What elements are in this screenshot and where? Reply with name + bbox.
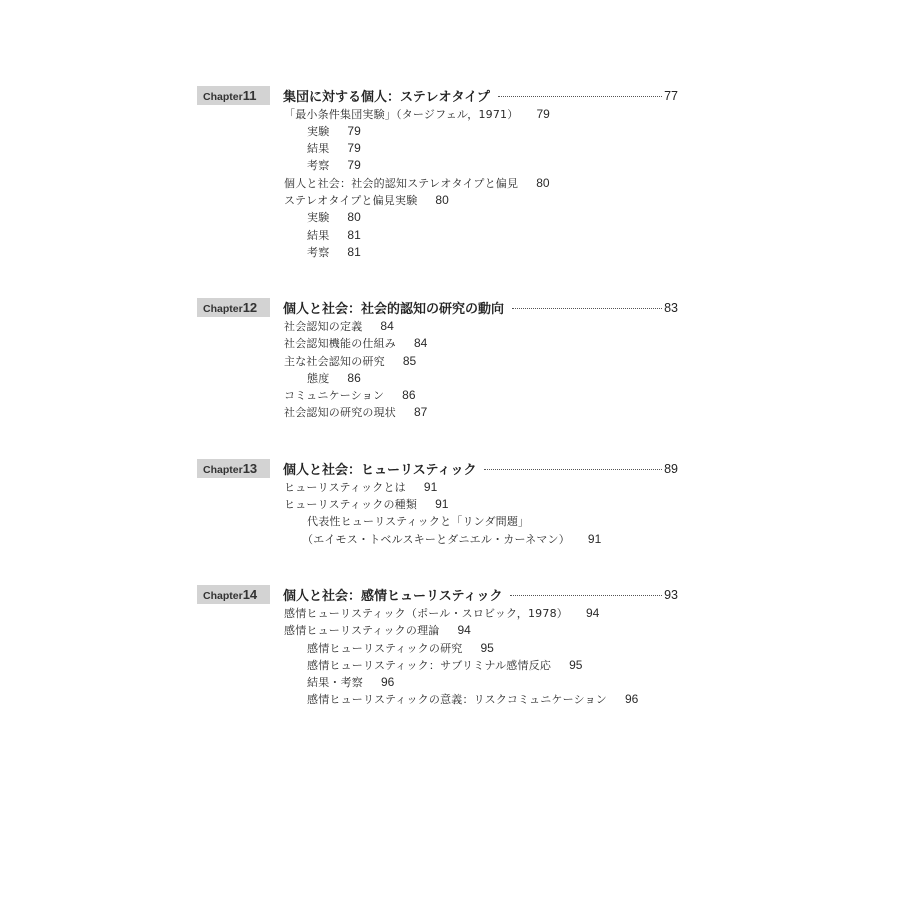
- chapter-title-row[interactable]: [283, 585, 678, 604]
- entry-text: 実験: [307, 211, 330, 224]
- entry-text: ステレオタイプと偏見実験: [284, 194, 418, 207]
- toc-entry[interactable]: [284, 605, 599, 622]
- toc-entry[interactable]: [307, 674, 394, 691]
- entry-text: 社会認知の研究の現状: [284, 406, 396, 419]
- entry-page: 86: [347, 371, 361, 385]
- entry-text: 社会認知の定義: [284, 320, 363, 333]
- entry-page: 79: [536, 107, 550, 121]
- entry-text: 感情ヒューリスティック：サブリミナル感情反応: [307, 659, 552, 672]
- toc-entry[interactable]: [284, 192, 449, 209]
- entry-page: 81: [347, 228, 361, 242]
- entry-page: 80: [347, 210, 361, 224]
- entry-text: 考察: [307, 159, 330, 172]
- entry-page: 80: [435, 193, 449, 207]
- toc-entry[interactable]: [307, 209, 361, 226]
- chapter-title: 個人と社会：感情ヒューリスティック: [283, 589, 503, 604]
- entry-text: 感情ヒューリスティックの意義：リスクコミュニケーション: [307, 693, 607, 706]
- entry-page: 95: [480, 641, 494, 655]
- toc-entry[interactable]: [284, 622, 471, 639]
- toc-entry[interactable]: [307, 657, 582, 674]
- toc-entry[interactable]: [307, 123, 361, 140]
- chapter-page: 77: [664, 88, 678, 103]
- entry-page: 86: [402, 388, 416, 402]
- entry-text: 感情ヒューリスティックの理論: [284, 624, 440, 637]
- entry-page: 94: [457, 623, 471, 637]
- chapter-title-row[interactable]: [283, 298, 678, 317]
- entry-page: 96: [624, 692, 639, 706]
- dot-leader: [512, 308, 662, 309]
- entry-page: 87: [414, 405, 428, 419]
- toc-entry[interactable]: [284, 175, 550, 192]
- chapter-badge: [197, 86, 270, 105]
- chapter-badge: [197, 298, 270, 317]
- entry-text: 態度: [307, 372, 330, 385]
- toc-entry[interactable]: [307, 140, 361, 157]
- toc-entry[interactable]: [307, 513, 529, 530]
- chapter-number: 13: [242, 461, 258, 476]
- toc-entry[interactable]: [302, 531, 601, 548]
- chapter-number: 12: [242, 300, 258, 315]
- toc-entry[interactable]: [307, 227, 361, 244]
- entry-text: 代表性ヒューリスティックと「リンダ問題」: [307, 515, 530, 528]
- chapter-title-row[interactable]: [283, 86, 678, 105]
- chapter-word: Chapter: [203, 303, 243, 315]
- chapter-word: Chapter: [203, 590, 243, 602]
- toc-entry[interactable]: [307, 244, 361, 261]
- dot-leader: [510, 595, 662, 596]
- chapter-title: 個人と社会：ヒューリスティック: [283, 463, 477, 478]
- toc-entry[interactable]: [307, 370, 361, 387]
- entry-text: 結果: [307, 229, 330, 242]
- entry-page: 94: [585, 606, 600, 620]
- entry-page: 95: [569, 658, 583, 672]
- entry-text: 実験: [307, 125, 330, 138]
- entry-text: （エイモス・トベルスキーとダニエル・カーネマン）: [302, 533, 570, 546]
- entry-page: 91: [423, 480, 438, 494]
- entry-text: 個人と社会：社会的認知ステレオタイプと偏見: [284, 177, 519, 190]
- toc-entry[interactable]: [307, 157, 361, 174]
- chapter-title-row[interactable]: [283, 459, 678, 478]
- chapter-number: 14: [242, 587, 258, 602]
- chapter-page: 83: [664, 300, 678, 315]
- entry-page: 81: [347, 245, 361, 259]
- entry-page: 84: [380, 319, 394, 333]
- entry-text: ヒューリスティックの種類: [284, 498, 418, 511]
- toc-entry[interactable]: [284, 106, 550, 123]
- entry-text: 「最小条件集団実験」（タージフェル，1971）: [284, 108, 519, 121]
- entry-page: 85: [402, 354, 417, 368]
- entry-page: 79: [347, 141, 361, 155]
- entry-text: 感情ヒューリスティックの研究: [307, 642, 463, 655]
- chapter-title: 個人と社会：社会的認知の研究の動向: [283, 302, 505, 317]
- entry-page: 79: [347, 124, 361, 138]
- dot-leader: [498, 96, 662, 97]
- entry-text: 結果: [307, 142, 330, 155]
- entry-text: 主な社会認知の研究: [284, 355, 385, 368]
- entry-page: 79: [347, 158, 361, 172]
- chapter-number: 11: [242, 88, 257, 103]
- chapter-badge: [197, 585, 270, 604]
- toc-entry[interactable]: [284, 496, 448, 513]
- chapter-word: Chapter: [203, 464, 243, 476]
- toc-entry[interactable]: [284, 318, 394, 335]
- entry-page: 91: [435, 497, 449, 511]
- toc-entry[interactable]: [284, 353, 416, 370]
- entry-text: 感情ヒューリスティック（ポール・スロビック，1978）: [284, 607, 568, 620]
- entry-text: ヒューリスティックとは: [284, 481, 406, 494]
- chapter-word: Chapter: [203, 91, 243, 103]
- toc-entry[interactable]: [284, 404, 427, 421]
- entry-page: 84: [414, 336, 428, 350]
- chapter-title: 集団に対する個人：ステレオタイプ: [283, 90, 490, 105]
- entry-text: 考察: [307, 246, 330, 259]
- entry-text: 社会認知機能の仕組み: [284, 337, 396, 350]
- chapter-page: 89: [664, 461, 678, 476]
- toc-entry[interactable]: [284, 479, 437, 496]
- chapter-badge: [197, 459, 270, 478]
- entry-page: 96: [381, 675, 395, 689]
- entry-page: 80: [536, 176, 550, 190]
- toc-entry[interactable]: [284, 335, 427, 352]
- entry-text: コミュニケーション: [284, 389, 385, 402]
- toc-entry[interactable]: [284, 387, 416, 404]
- chapter-page: 93: [664, 587, 678, 602]
- entry-page: 91: [587, 532, 602, 546]
- toc-entry[interactable]: [307, 691, 638, 708]
- entry-text: 結果・考察: [307, 676, 363, 689]
- dot-leader: [484, 469, 662, 470]
- toc-entry[interactable]: [307, 640, 494, 657]
